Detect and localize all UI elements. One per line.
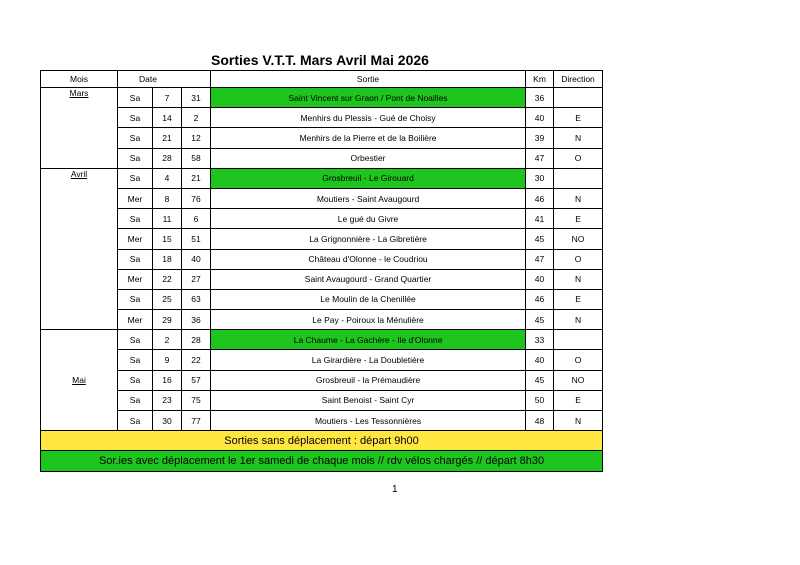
km-cell: 36 [526, 88, 554, 108]
table-row [41, 310, 603, 330]
table-row [41, 88, 603, 108]
circ-cell: 77 [182, 411, 211, 431]
schedule-table [40, 70, 603, 472]
month-mai: Mai [41, 330, 118, 431]
date-cell: 21 [153, 128, 182, 148]
date-cell: 14 [153, 108, 182, 128]
date-cell: 9 [153, 350, 182, 370]
table-row [41, 148, 603, 168]
km-cell: 46 [526, 188, 554, 208]
table-row [41, 289, 603, 309]
date-cell: 16 [153, 370, 182, 390]
table-row [41, 128, 603, 148]
day-cell: Sa [118, 330, 153, 350]
day-cell: Mer [118, 229, 153, 249]
page-title: Sorties V.T.T. Mars Avril Mai 2026 [211, 52, 429, 68]
day-cell: Sa [118, 168, 153, 188]
sortie-cell: Grosbreuil - la Prémaudière [211, 370, 526, 390]
date-cell: 15 [153, 229, 182, 249]
banner-sans-deplacement: Sorties sans déplacement : départ 9h00 [41, 431, 603, 451]
month-avril: Avril [41, 168, 118, 330]
circ-cell: 36 [182, 310, 211, 330]
date-cell: 23 [153, 390, 182, 410]
day-cell: Sa [118, 350, 153, 370]
day-cell: Sa [118, 148, 153, 168]
day-cell: Mer [118, 269, 153, 289]
table-row [41, 188, 603, 208]
sortie-cell: Moutiers - Les Tessonnières [211, 411, 526, 431]
direction-cell [554, 330, 603, 350]
day-cell: Sa [118, 108, 153, 128]
km-cell: 30 [526, 168, 554, 188]
sortie-cell: Grosbreuil - Le Girouard [211, 168, 526, 188]
date-cell: 2 [153, 330, 182, 350]
sortie-cell: La Girardière - La Doubletière [211, 350, 526, 370]
header-km: Km [526, 71, 554, 88]
date-cell: 22 [153, 269, 182, 289]
km-cell: 48 [526, 411, 554, 431]
header-direction: Direction [554, 71, 603, 88]
table-row [41, 350, 603, 370]
km-cell: 39 [526, 128, 554, 148]
date-cell: 8 [153, 188, 182, 208]
direction-cell: N [554, 411, 603, 431]
date-cell: 30 [153, 411, 182, 431]
day-cell: Mer [118, 310, 153, 330]
date-cell: 11 [153, 209, 182, 229]
circ-cell: 58 [182, 148, 211, 168]
sortie-cell: La Grignonnière - La Gibretière [211, 229, 526, 249]
table-row [41, 229, 603, 249]
circ-cell: 40 [182, 249, 211, 269]
sortie-cell: La Chaume - La Gachère - Ile d'Olonne [211, 330, 526, 350]
direction-cell: N [554, 310, 603, 330]
table-row [41, 411, 603, 431]
month-mars: Mars [41, 88, 118, 169]
date-cell: 28 [153, 148, 182, 168]
day-cell: Sa [118, 249, 153, 269]
table-row [41, 269, 603, 289]
direction-cell: N [554, 128, 603, 148]
circ-cell: 57 [182, 370, 211, 390]
sortie-cell: Le gué du Givre [211, 209, 526, 229]
header-mois: Mois [41, 71, 118, 88]
table-row [41, 108, 603, 128]
km-cell: 45 [526, 229, 554, 249]
banner-row-avec [41, 451, 603, 471]
date-cell: 7 [153, 88, 182, 108]
date-cell: 29 [153, 310, 182, 330]
day-cell: Sa [118, 370, 153, 390]
km-cell: 41 [526, 209, 554, 229]
date-cell: 25 [153, 289, 182, 309]
direction-cell: NO [554, 229, 603, 249]
km-cell: 45 [526, 370, 554, 390]
sortie-cell: Le Moulin de la Chenillée [211, 289, 526, 309]
circ-cell: 31 [182, 88, 211, 108]
day-cell: Sa [118, 390, 153, 410]
date-cell: 4 [153, 168, 182, 188]
direction-cell [554, 88, 603, 108]
day-cell: Sa [118, 411, 153, 431]
km-cell: 47 [526, 249, 554, 269]
table-row [41, 249, 603, 269]
page-number: 1 [392, 484, 398, 495]
km-cell: 33 [526, 330, 554, 350]
direction-cell: NO [554, 370, 603, 390]
day-cell: Sa [118, 289, 153, 309]
day-cell: Sa [118, 88, 153, 108]
day-cell: Mer [118, 188, 153, 208]
header-date: Date [118, 71, 211, 88]
sortie-cell: Saint Vincent sur Graon / Pont de Noailles [211, 88, 526, 108]
banner-row-sans [41, 431, 603, 451]
sortie-cell: Orbestier [211, 148, 526, 168]
sortie-cell: Moutiers - Saint Avaugourd [211, 188, 526, 208]
km-cell: 50 [526, 390, 554, 410]
sortie-cell: Le Pay - Poiroux la Ménulière [211, 310, 526, 330]
banner-avec-deplacement: Sor.ies avec déplacement le 1er samedi de chaque mois // rdv vélos chargés // départ 8h30 [41, 451, 603, 471]
circ-cell: 75 [182, 390, 211, 410]
circ-cell: 21 [182, 168, 211, 188]
direction-cell [554, 168, 603, 188]
direction-cell: O [554, 350, 603, 370]
km-cell: 47 [526, 148, 554, 168]
direction-cell: E [554, 108, 603, 128]
day-cell: Sa [118, 128, 153, 148]
km-cell: 45 [526, 310, 554, 330]
circ-cell: 63 [182, 289, 211, 309]
km-cell: 40 [526, 269, 554, 289]
direction-cell: O [554, 148, 603, 168]
circ-cell: 6 [182, 209, 211, 229]
table-row [41, 209, 603, 229]
header-sortie: Sortie [211, 71, 526, 88]
sortie-cell: Saint Avaugourd - Grand Quartier [211, 269, 526, 289]
table-row [41, 168, 603, 188]
direction-cell: N [554, 269, 603, 289]
km-cell: 40 [526, 108, 554, 128]
direction-cell: N [554, 188, 603, 208]
table-row [41, 330, 603, 350]
circ-cell: 12 [182, 128, 211, 148]
date-cell: 18 [153, 249, 182, 269]
header-row [41, 71, 603, 88]
direction-cell: E [554, 390, 603, 410]
day-cell: Sa [118, 209, 153, 229]
table-row [41, 390, 603, 410]
direction-cell: O [554, 249, 603, 269]
circ-cell: 27 [182, 269, 211, 289]
sortie-cell: Château d'Olonne - le Coudriou [211, 249, 526, 269]
circ-cell: 28 [182, 330, 211, 350]
circ-cell: 51 [182, 229, 211, 249]
circ-cell: 2 [182, 108, 211, 128]
table-row [41, 370, 603, 390]
sortie-cell: Menhirs du Plessis - Gué de Choisy [211, 108, 526, 128]
sortie-cell: Saint Benoist - Saint Cyr [211, 390, 526, 410]
km-cell: 40 [526, 350, 554, 370]
sortie-cell: Menhirs de la Pierre et de la Boilière [211, 128, 526, 148]
circ-cell: 76 [182, 188, 211, 208]
km-cell: 46 [526, 289, 554, 309]
direction-cell: E [554, 209, 603, 229]
direction-cell: E [554, 289, 603, 309]
circ-cell: 22 [182, 350, 211, 370]
